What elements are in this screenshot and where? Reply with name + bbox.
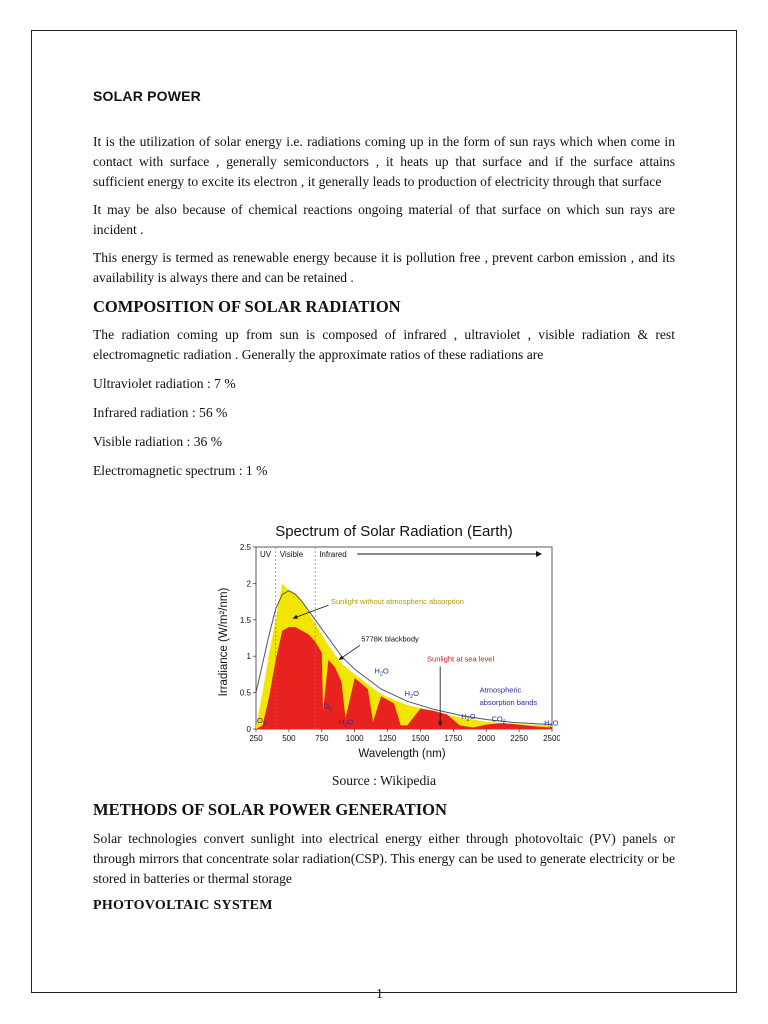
y-tick-label: 1.5: [239, 615, 251, 625]
intro-paragraph-1: It is the utilization of solar energy i.e. radiations coming up in the form of sun rays which when come in contact with surface , generally semiconductors , it heats up that surface and if the surface attains sufficient energy to excite its electron , it generally leads to production of electricity through that surface: [93, 134, 675, 189]
composition-heading: COMPOSITION OF SOLAR RADIATION: [93, 297, 401, 316]
chart-annotation: 5778K blackbody: [361, 634, 419, 644]
x-axis-label: Wavelength (nm): [358, 748, 446, 760]
methods-paragraph: Solar technologies convert sunlight into electrical energy either through photovoltaic (PV) panels or through mirrors that concentrate solar radiation(CSP). This energy can be used to generate electricity or be stored in batteries or thermal storage: [93, 831, 675, 886]
chart-annotation: absorption bands: [479, 697, 538, 707]
x-tick-label: 1250: [378, 734, 397, 743]
absorption-label: $O_3$: [257, 716, 266, 728]
source-text: Source : Wikipedia: [331, 773, 437, 788]
absorption-label: $CO_2$: [491, 714, 506, 726]
intro-paragraph-2: It may be also because of chemical reactions ongoing material of that surface on which sun rays are incident .: [93, 202, 675, 237]
y-tick-label: 2: [246, 579, 251, 589]
y-tick-label: 0.5: [239, 688, 251, 698]
x-tick-label: 250: [249, 734, 263, 743]
region-label: Infrared: [319, 550, 347, 559]
solar-spectrum-chart: [210, 518, 560, 763]
absorption-label: $H_2O$: [404, 689, 419, 701]
region-label: UV: [260, 550, 272, 559]
intro-paragraph-3: This energy is termed as renewable energy because it is pollution free , prevent carbon emission , and its availability is always there and can be retained .: [93, 250, 675, 285]
chart-title: Spectrum of Solar Radiation (Earth): [275, 523, 513, 540]
x-tick-label: 1750: [444, 734, 463, 743]
y-tick-label: 1: [246, 652, 251, 662]
plot-layer: [240, 543, 560, 743]
document-title: SOLAR POWER: [93, 88, 201, 104]
ratio-visible: Visible radiation : 36 %: [93, 434, 223, 449]
chart-annotation: Atmospheric: [479, 685, 522, 695]
methods-section: [93, 800, 675, 914]
absorption-label: $O_2$: [323, 701, 332, 713]
chart-svg: [210, 518, 560, 763]
x-tick-label: 2000: [477, 734, 496, 743]
region-label: Visible: [279, 550, 304, 559]
absorption-label: $H_2O$: [544, 718, 559, 730]
source-caption: [93, 771, 675, 791]
composition-paragraph: The radiation coming up from sun is composed of infrared , ultraviolet , visible radiation & rest electromagnetic radiation . Generally the approximate ratios of these radiations are: [93, 327, 675, 362]
x-tick-label: 1000: [345, 734, 364, 743]
methods-heading: METHODS OF SOLAR POWER GENERATION: [93, 800, 447, 819]
document-body: [93, 88, 675, 481]
ratio-infrared: Infrared radiation : 56 %: [93, 405, 228, 420]
x-tick-label: 2250: [510, 734, 529, 743]
ratio-ultraviolet: Ultraviolet radiation : 7 %: [93, 376, 236, 391]
x-tick-label: 750: [315, 734, 329, 743]
photovoltaic-subheading: PHOTOVOLTAIC SYSTEM: [93, 898, 273, 913]
page-number: 1: [376, 987, 383, 1002]
absorption-label: $H_2O$: [338, 717, 354, 729]
absorption-label: $H_2O$: [461, 711, 476, 723]
ratio-electromagnetic: Electromagnetic spectrum : 1 %: [93, 463, 268, 478]
y-tick-label: 0: [246, 725, 251, 734]
x-tick-label: 1500: [411, 734, 430, 743]
absorption-label: $H_2O$: [374, 666, 389, 678]
x-tick-label: 500: [282, 734, 296, 743]
y-tick-label: 2.5: [239, 543, 251, 552]
chart-annotation: Sunlight at sea level: [427, 654, 495, 664]
y-axis-label: Irradiance (W/m²/nm): [218, 587, 230, 697]
x-tick-label: 2500: [543, 734, 560, 743]
chart-annotation: Sunlight without atmospheric absorption: [330, 596, 464, 606]
